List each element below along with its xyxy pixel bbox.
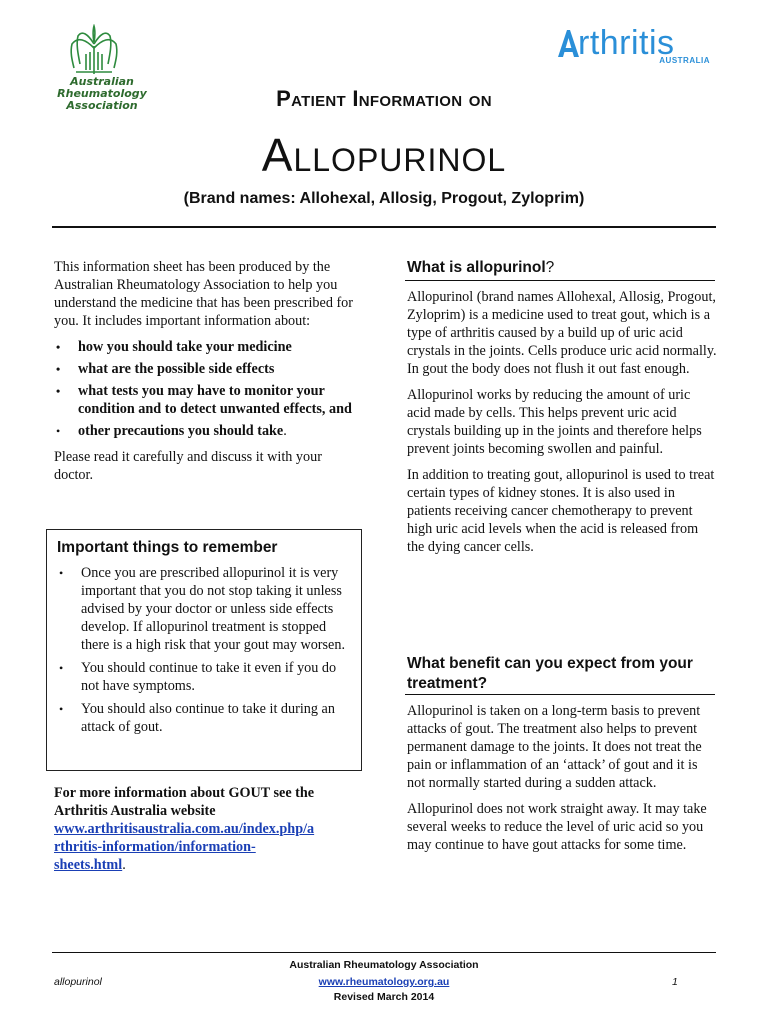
intro-bullet-suffix: . [283, 423, 287, 439]
intro-bullet-text: other precautions you should take [78, 423, 284, 439]
benefit-underline [405, 694, 715, 695]
what-is-underline [405, 280, 715, 281]
link-line: rthritis-information/information- [54, 839, 256, 855]
benefit-heading: What benefit can you expect from your treatment? [407, 655, 693, 692]
intro-bullet: • what are the possible side effects [78, 360, 354, 378]
page-number: 1 [672, 976, 678, 988]
arthritis-australia-link[interactable] [54, 820, 364, 873]
more-info-suffix: . [122, 857, 126, 873]
please-read-text: Please read it carefully and discuss it with your doctor. [54, 449, 322, 483]
what-is-paragraph: Allopurinol works by reducing the amount of uric acid made by cells. This helps prevent uric acid crystals building up in the joints and therefore helps prevent joints becoming swollen and painful. [407, 387, 702, 457]
more-info-section [54, 784, 364, 874]
arthritis-a-icon [556, 28, 580, 58]
aa-logo-sub: AUSTRALIA [659, 56, 710, 65]
important-bullet: • You should continue to take it even if you do not have symptoms. [81, 659, 351, 695]
intro-text: This information sheet has been produced by the Australian Rheumatology Association to help you understand the medicine that has been prescribed for you. It includes important information about: [54, 259, 354, 329]
link-line: www.arthritisaustralia.com.au/index.php/a [54, 821, 315, 837]
what-is-paragraph: In addition to treating gout, allopurinol is used to treat certain types of kidney stones. It is also used in patients receiving cancer chemotherapy to prevent high uric acid levels when the acid is released from the dying cancer cells. [407, 467, 715, 555]
intro-bullet: • how you should take your medicine [78, 338, 354, 356]
benefit-section [407, 702, 717, 862]
intro-section [54, 258, 354, 492]
arthritis-australia-logo [556, 22, 716, 72]
aa-logo-word: rthritis [578, 24, 675, 62]
footer-url-link[interactable]: www.rheumatology.org.au [318, 976, 450, 988]
important-bullet-list [57, 564, 351, 736]
intro-bullet: • what tests you may have to monitor your condition and to detect unwanted effects, and [78, 382, 354, 418]
important-box-heading: Important things to remember [57, 539, 278, 556]
footer-revised: Revised March 2014 [333, 991, 435, 1003]
important-box [46, 529, 362, 771]
title-line-1: Patient Information on [276, 86, 492, 111]
ara-logo-line: Australian [70, 75, 134, 88]
tree-logo-icon [66, 24, 122, 76]
what-is-section [407, 288, 717, 564]
footer-divider [52, 952, 716, 953]
page-title: Allopurinol [261, 129, 507, 181]
intro-bullet [78, 422, 354, 440]
footer-url-wrap [0, 975, 768, 990]
brand-names: (Brand names: Allohexal, Allosig, Progout, Zyloprim) [183, 190, 585, 207]
important-bullet: • You should also continue to take it during an attack of gout. [81, 700, 351, 736]
what-is-paragraph: Allopurinol (brand names Allohexal, Allosig, Progout, Zyloprim) is a medicine used to treat gout, which is a type of arthritis caused by a build up of uric acid crystals in the joints. Cells produce uric acid normally. In gout the body does not flush it out fast enough. [407, 289, 717, 377]
link-line: sheets.html [54, 857, 123, 873]
ara-logo-line: Rheumatology [57, 87, 147, 100]
footer-doc-label: allopurinol [54, 976, 102, 988]
ara-logo-line: Association [66, 99, 138, 112]
what-is-heading-text: What is allopurinol [407, 259, 546, 276]
important-bullet: • Once you are prescribed allopurinol it is very important that you do not stop taking it unless advised by your doctor or unless side effects develop. If allopurinol treatment is stopped there is a high risk that your gout may worsen. [81, 564, 351, 654]
benefit-paragraph: Allopurinol does not work straight away. It may take several weeks to reduce the level of uric acid so you may continue to have gout attacks for some time. [407, 801, 707, 853]
footer-org: Australian Rheumatology Association [289, 959, 479, 971]
more-info-text: For more information about GOUT see the Arthritis Australia website [54, 785, 315, 819]
header-divider [52, 226, 716, 228]
what-is-heading [407, 258, 715, 278]
benefit-paragraph: Allopurinol is taken on a long-term basis to prevent attacks of gout. The treatment also helps to prevent permanent damage to the joints. It does not treat the pain or inflammation of an ‘attack’ of gout and it is not normally started during a sudden attack. [407, 703, 702, 791]
what-is-heading-mark: ? [545, 259, 555, 276]
intro-bullet-list [54, 338, 354, 440]
